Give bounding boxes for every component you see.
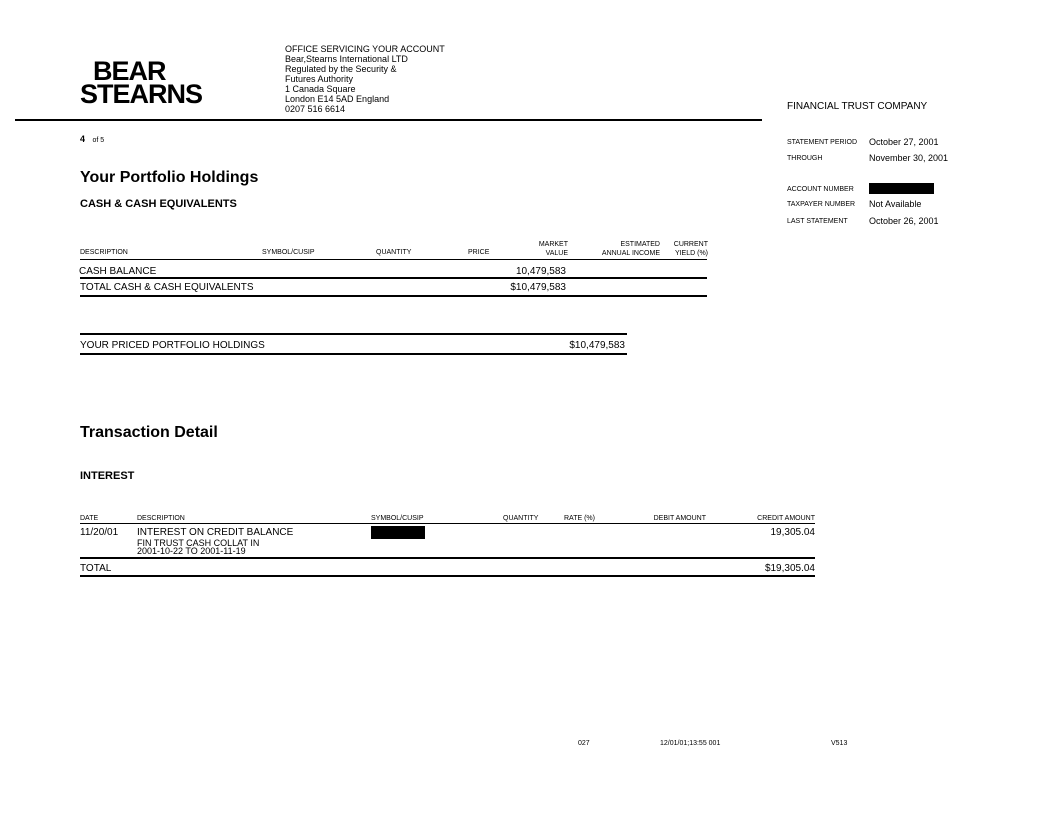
office-line: London E14 5AD England	[285, 94, 390, 104]
tx-row-rule	[80, 557, 815, 559]
priced-bottom-rule	[80, 353, 627, 355]
tx-header-rule	[80, 523, 815, 524]
tx-col-credit: CREDIT AMOUNT	[757, 515, 815, 522]
col-yield-line1: CURRENT	[673, 241, 708, 248]
statement-period-label: STATEMENT PERIOD	[787, 139, 858, 146]
col-quantity: QUANTITY	[376, 249, 412, 256]
tx-description-line3: 2001-10-22 TO 2001-11-19	[137, 546, 246, 556]
tx-total-value: $19,305.04	[764, 563, 815, 574]
statement-period-value: October 27, 2001	[869, 137, 939, 147]
account-number-label: ACCOUNT NUMBER	[787, 186, 854, 193]
total-cash-rule	[80, 295, 707, 297]
holdings-header-rule	[80, 259, 707, 260]
col-current-yield	[664, 240, 708, 258]
col-description: DESCRIPTION	[80, 249, 128, 256]
office-address	[285, 44, 445, 114]
header-divider	[15, 119, 762, 121]
office-line: Regulated by the Security &	[285, 64, 397, 74]
through-label: THROUGH	[787, 155, 823, 162]
total-cash-label: TOTAL CASH & CASH EQUIVALENTS	[80, 282, 254, 293]
company-name: FINANCIAL TRUST COMPANY	[787, 101, 928, 112]
office-line: Futures Authority	[285, 74, 354, 84]
footer-version: V513	[831, 740, 848, 747]
footer-timestamp: 12/01/01;13:55 001	[660, 740, 721, 747]
tx-col-description: DESCRIPTION	[137, 515, 185, 522]
tx-description-line2: FIN TRUST CASH COLLAT IN	[137, 538, 260, 548]
office-line: Bear,Stearns International LTD	[285, 54, 408, 64]
logo-bear: BEAR	[93, 56, 166, 86]
tx-description-detail	[137, 539, 259, 555]
col-yield-line2: YIELD (%)	[674, 250, 708, 257]
col-annual-income	[580, 240, 660, 258]
tx-description: INTEREST ON CREDIT BALANCE	[137, 527, 294, 538]
logo-stearns: STEARNS	[80, 79, 203, 109]
tx-col-quantity: QUANTITY	[503, 515, 539, 522]
col-income-line2: ANNUAL INCOME	[601, 250, 660, 257]
tx-col-rate: RATE (%)	[564, 515, 595, 522]
footer-code: 027	[578, 740, 590, 747]
interest-section: INTEREST	[80, 470, 135, 482]
tx-date: 11/20/01	[80, 527, 119, 538]
priced-holdings-label: YOUR PRICED PORTFOLIO HOLDINGS	[80, 340, 265, 351]
page-total: of 5	[92, 137, 105, 144]
priced-top-rule	[80, 333, 627, 335]
col-market-line2: VALUE	[545, 250, 568, 257]
tx-col-date: DATE	[80, 515, 99, 522]
account-number-redacted	[869, 183, 934, 194]
tx-col-symbol: SYMBOL/CUSIP	[371, 515, 424, 522]
transactions-title: Transaction Detail	[80, 424, 218, 441]
last-statement-value: October 26, 2001	[869, 216, 939, 226]
last-statement-label: LAST STATEMENT	[787, 218, 848, 225]
tx-total-label: TOTAL	[80, 563, 112, 574]
tx-total-rule	[80, 575, 815, 577]
col-market-line1: MARKET	[538, 241, 568, 248]
taxpayer-label: TAXPAYER NUMBER	[787, 201, 856, 208]
col-symbol: SYMBOL/CUSIP	[262, 249, 315, 256]
cash-balance-value: 10,479,583	[515, 266, 566, 277]
office-line: 1 Canada Square	[285, 84, 356, 94]
holdings-title: Your Portfolio Holdings	[80, 169, 259, 186]
priced-holdings-value: $10,479,583	[569, 340, 625, 351]
tx-credit-amount: 19,305.04	[770, 527, 815, 538]
taxpayer-value: Not Available	[869, 199, 922, 209]
office-line: 0207 516 6614	[285, 104, 346, 114]
col-market-value	[500, 240, 568, 258]
cash-balance-label: CASH BALANCE	[79, 266, 157, 277]
through-value: November 30, 2001	[869, 153, 949, 163]
total-cash-value: $10,479,583	[510, 282, 566, 293]
office-line: OFFICE SERVICING YOUR ACCOUNT	[285, 44, 445, 54]
col-price: PRICE	[468, 249, 490, 256]
tx-symbol-redacted	[371, 526, 425, 539]
holdings-section: CASH & CASH EQUIVALENTS	[80, 198, 237, 210]
page-number	[80, 129, 104, 147]
col-income-line1: ESTIMATED	[620, 241, 660, 248]
cash-row-rule	[80, 277, 707, 279]
tx-col-debit: DEBIT AMOUNT	[653, 515, 706, 522]
page-current: 4	[80, 134, 86, 144]
